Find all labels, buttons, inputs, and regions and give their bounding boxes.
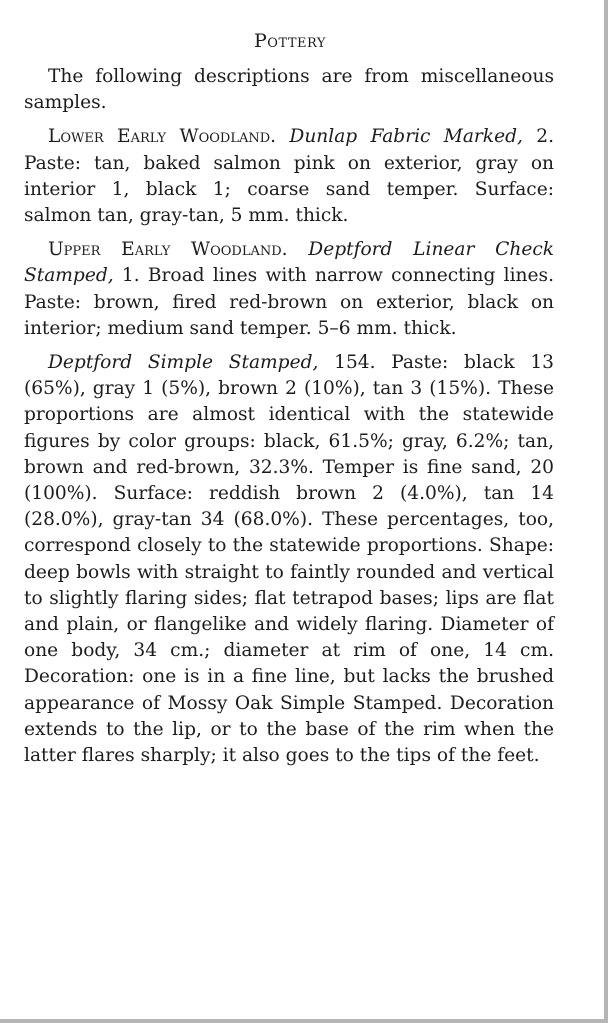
paragraph-text — [276, 126, 289, 147]
period-label: Upper Early Woodland. — [48, 239, 288, 261]
pottery-type-name: Dunlap Fabric Marked, — [289, 126, 523, 148]
pottery-type-name: Deptford Simple Stamped, — [48, 352, 319, 374]
paragraph-text — [288, 239, 309, 260]
period-label: Lower Early Woodland. — [48, 126, 277, 148]
pottery-type-name: Deptford Linear Check Stamped, — [24, 239, 554, 287]
paragraph-text: 2. Paste: tan, baked salmon pink on exterior, gray on interior 1, black 1; coarse sand temper. Surface: salmon tan, gray-tan, 5 mm. thick. — [24, 126, 554, 227]
paragraph — [24, 237, 554, 342]
paragraph — [24, 64, 554, 116]
paragraph — [24, 350, 554, 769]
section-heading: Pottery — [254, 30, 326, 52]
paragraph — [24, 124, 554, 229]
paragraph-text: The following descriptions are from miscellaneous samples. — [24, 66, 554, 114]
paragraph-text: 154. Paste: black 13 (65%), gray 1 (5%), brown 2 (10%), tan 3 (15%). These proportions are almost identical with the statewide figures by color groups: black, 61.5%; gray, 6.2%; tan, brown and red-brown, 32.3%. Temper is fine sand, 20 (100%). Surface: reddish brown 2 (4.0%), tan 14 (28.0%), gray-tan 34 (68.0%). These percentages, too, correspond closely to the statewide proportions. Shape: deep bowls with straight to faintly rounded and vertical to slightly flaring sides; flat tetrapod bases; lips are flat and plain, or flangelike and widely flaring. Diameter of one body, 34 cm.; diameter at rim of one, 14 cm. Decoration: one is in a fine line, but lacks the brushed appearance of Mossy Oak Simple Stamped. Decoration extends to the lip, or to the base of the rim when the latter flares sharply; it also goes to the tips of the feet. — [24, 352, 554, 767]
paragraph-text: 1. Broad lines with narrow connecting lines. Paste: brown, fired red-brown on exterior, black on interior; medium sand temper. 5–6 mm. thick. — [24, 265, 554, 339]
body-text — [24, 64, 554, 769]
